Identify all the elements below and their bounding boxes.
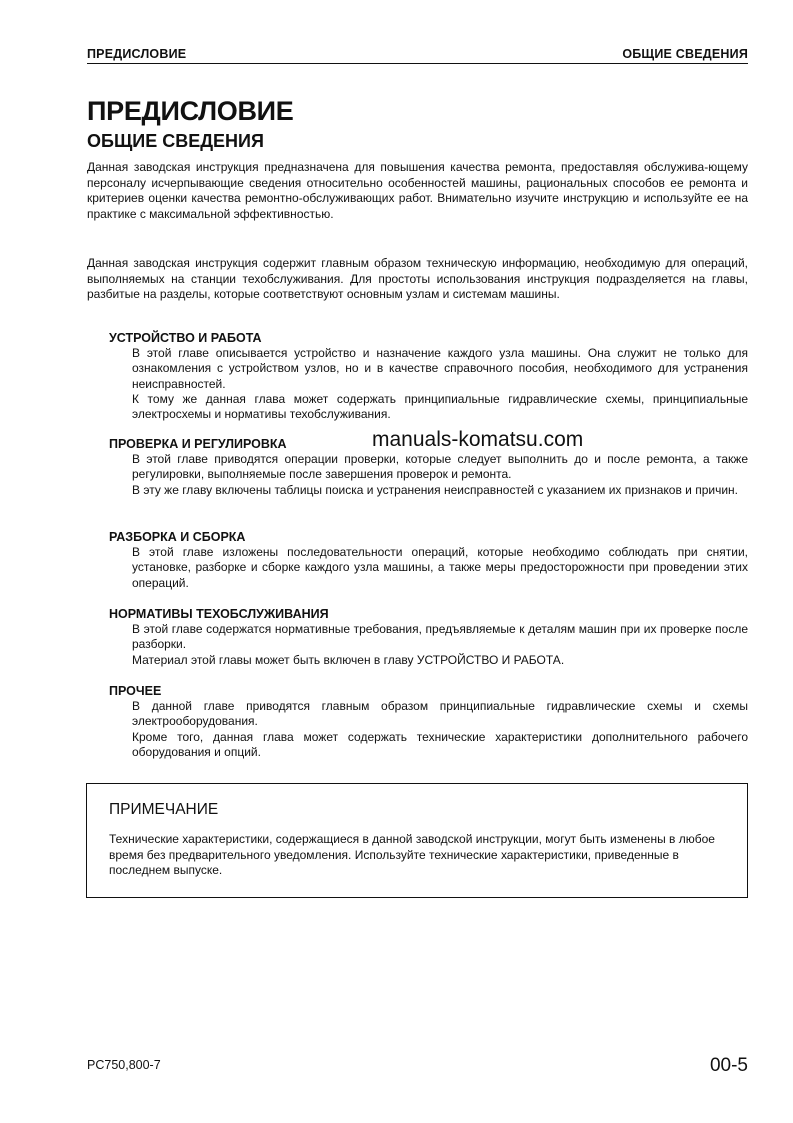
page-number: 00-5	[709, 1055, 748, 1076]
header-section-left: ПРЕДИСЛОВИЕ	[87, 47, 187, 61]
section-heading: УСТРОЙСТВО И РАБОТА	[109, 331, 262, 345]
note-box	[86, 783, 748, 898]
section-paragraph: В этой главе содержатся нормативные требования, предъявляемые к деталям машин при их проверке после разборки.	[132, 622, 748, 652]
section-heading: НОРМАТИВЫ ТЕХОБСЛУЖИВАНИЯ	[109, 607, 329, 621]
header-section-right: ОБЩИЕ СВЕДЕНИЯ	[622, 47, 748, 61]
section-paragraph: Кроме того, данная глава может содержать технические характеристики дополнительного рабочего оборудования и опций.	[132, 729, 748, 759]
watermark-text: manuals-komatsu.com	[372, 428, 584, 451]
section-paragraph: В данной главе приводятся главным образом принципиальные гидравлические схемы и схемы электрооборудования.	[132, 699, 748, 729]
section-paragraph: В этой главе приводятся операции проверки, которые следует выполнить до и после ремонта, а также регулировки, выполняемые после завершения проверок и ремонта.	[132, 452, 748, 482]
section-heading: ПРОВЕРКА И РЕГУЛИРОВКА	[109, 437, 287, 451]
intro-paragraph-1: Данная заводская инструкция предназначена для повышения качества ремонта, предоставляя обслужива-ющему персоналу исчерпывающие сведения относительно особенностей машины, рациональных способов ее ремонта и критериев оценки качества ремонтно-обслуживающих работ. Внимательно изучите инструкцию и используйте ее на практике с максимальной эффективностью.	[87, 160, 748, 221]
section-paragraph: К тому же данная глава может содержать принципиальные гидравлические схемы, принципиальные электросхемы и нормативы техобслуживания.	[132, 391, 748, 422]
note-text: Технические характеристики, содержащиеся в данной заводской инструкции, могут быть изменены в любое время без предварительного уведомления. Используйте технические характеристики, приведенные в последнем выпуске.	[109, 832, 715, 877]
section-maintenance-standard	[109, 606, 748, 668]
section-paragraph: В эту же главу включены таблицы поиска и устранения неисправностей с указанием их признаков и причин.	[132, 482, 739, 497]
footer-model: PC750,800-7	[87, 1058, 161, 1072]
section-disassembly-assembly	[109, 529, 748, 591]
running-header	[87, 47, 748, 64]
page-title: ПРЕДИСЛОВИЕ	[87, 96, 294, 126]
section-heading: ПРОЧЕЕ	[109, 684, 162, 698]
section-paragraph: В этой главе описывается устройство и назначение каждого узла машины. Она служит не только для ознакомления с устройством узлов, но и в качестве справочного пособия, необходимого для устранения неисправностей.	[132, 346, 748, 391]
section-heading: РАЗБОРКА И СБОРКА	[109, 530, 246, 544]
section-others	[109, 683, 748, 760]
intro-paragraph-2: Данная заводская инструкция содержит главным образом техническую информацию, необходимую для операций, выполняемых на станции техобслуживания. Для простоты использования инструкция подразделяется на главы, разбитые на разделы, которые соответствуют основным узлам и системам машины.	[87, 256, 748, 301]
note-title: ПРИМЕЧАНИЕ	[109, 801, 219, 818]
page-subtitle: ОБЩИЕ СВЕДЕНИЯ	[87, 131, 264, 151]
section-paragraph: В этой главе изложены последовательности операций, которые необходимо соблюдать при снятии, установке, разборке и сборке каждого узла машины, а также меры предосторожности при проведении этих операций.	[132, 545, 748, 590]
section-structure-operation	[109, 330, 748, 422]
section-paragraph: Материал этой главы может быть включен в главу УСТРОЙСТВО И РАБОТА.	[132, 652, 565, 667]
